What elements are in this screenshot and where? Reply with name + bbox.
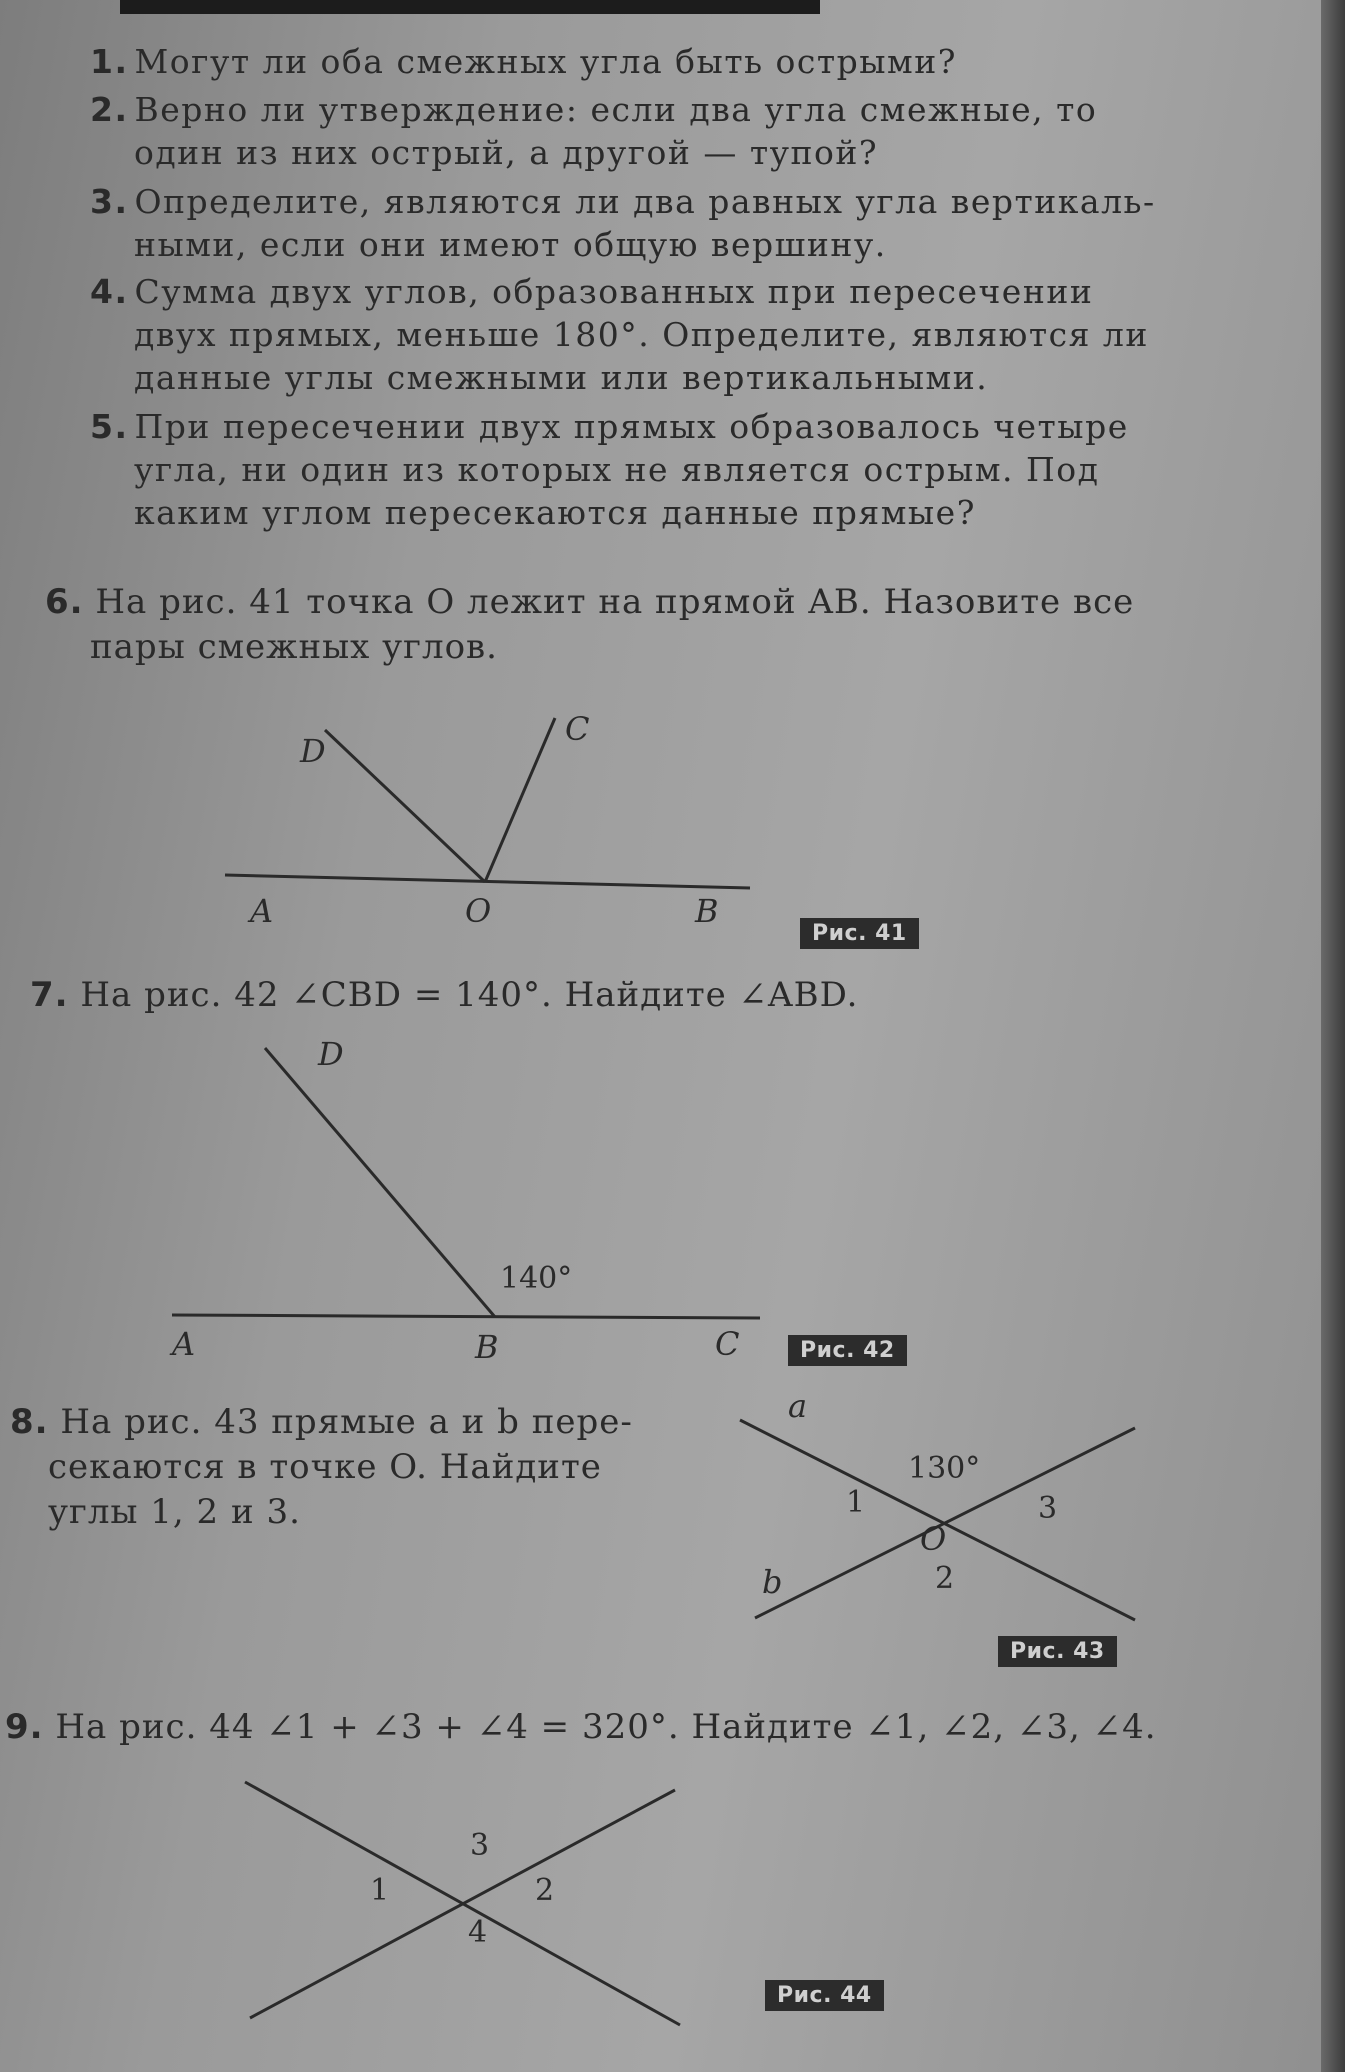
question-5 xyxy=(90,405,1129,534)
question-line: данные углы смежными или вертикальными. xyxy=(134,358,989,397)
question-line: Сумма двух углов, образованных при пересечении xyxy=(134,272,1094,311)
angle-2-label: 2 xyxy=(935,1561,955,1596)
angle-2-label: 2 xyxy=(535,1873,555,1908)
label-a: A xyxy=(172,1325,196,1363)
angle-value: 130° xyxy=(908,1451,981,1486)
label-a: A xyxy=(250,892,274,930)
question-2 xyxy=(90,88,1097,174)
question-line: угла, ни один из которых не является острым. Под xyxy=(134,450,1100,489)
caption-fig-42: Рис. 42 xyxy=(788,1335,907,1366)
label-d: D xyxy=(300,732,326,770)
task-line: На рис. 42 ∠CBD = 140°. Найдите ∠ABD. xyxy=(80,975,859,1015)
angle-3-label: 3 xyxy=(1038,1491,1058,1526)
label-c: C xyxy=(565,710,590,748)
question-line: двух прямых, меньше 180°. Определите, являются ли xyxy=(134,315,1149,354)
task-line: углы 1, 2 и 3. xyxy=(48,1492,301,1532)
task-line: пары смежных углов. xyxy=(90,627,498,667)
question-3 xyxy=(90,180,1156,266)
angle-4-label: 4 xyxy=(468,1915,488,1950)
angle-1-label: 1 xyxy=(370,1873,390,1908)
label-c: C xyxy=(715,1325,740,1363)
figure-42 xyxy=(160,1030,780,1370)
angle-3-label: 3 xyxy=(470,1828,490,1863)
label-o: O xyxy=(465,892,492,930)
question-line: При пересечении двух прямых образовалось четыре xyxy=(134,407,1129,446)
task-number: 7. xyxy=(30,975,69,1015)
task-line: На рис. 44 ∠1 + ∠3 + ∠4 = 320°. Найдите ∠1, ∠2, ∠3, ∠4. xyxy=(55,1707,1157,1747)
figure-43 xyxy=(730,1390,1150,1640)
label-line-a: a xyxy=(788,1390,808,1425)
line-ac xyxy=(172,1315,760,1318)
ray-oc xyxy=(485,718,555,882)
question-1 xyxy=(90,40,957,83)
question-number: 1. xyxy=(90,42,129,81)
task-line: секаются в точке O. Найдите xyxy=(48,1447,602,1487)
page-top-edge xyxy=(120,0,820,14)
task-6 xyxy=(45,580,1134,670)
angle-value: 140° xyxy=(500,1261,573,1296)
caption-fig-43: Рис. 43 xyxy=(998,1636,1117,1667)
question-line: каким углом пересекаются данные прямые? xyxy=(134,493,976,532)
label-d: D xyxy=(318,1035,344,1073)
label-b: B xyxy=(695,892,719,930)
task-7 xyxy=(30,973,858,1018)
label-line-b: b xyxy=(762,1563,783,1601)
question-line: ными, если они имеют общую вершину. xyxy=(134,225,887,264)
ray-bd xyxy=(265,1048,495,1317)
task-number: 6. xyxy=(45,582,84,622)
caption-fig-44: Рис. 44 xyxy=(765,1980,884,2011)
caption-fig-41: Рис. 41 xyxy=(800,918,919,949)
label-o: O xyxy=(920,1520,947,1558)
question-line: Определите, являются ли два равных угла вертикаль- xyxy=(134,182,1156,221)
question-line: Могут ли оба смежных угла быть острыми? xyxy=(134,42,957,81)
figure-41 xyxy=(200,700,760,940)
question-line: Верно ли утверждение: если два угла смежные, то xyxy=(134,90,1098,129)
question-line: один из них острый, а другой — тупой? xyxy=(134,133,879,172)
label-b: B xyxy=(475,1328,499,1366)
task-number: 9. xyxy=(5,1707,44,1747)
question-number: 5. xyxy=(90,407,129,446)
task-line: На рис. 43 прямые a и b пере- xyxy=(60,1402,633,1442)
question-number: 3. xyxy=(90,182,129,221)
line-2 xyxy=(250,1790,675,2018)
task-number: 8. xyxy=(10,1402,49,1442)
ray-od xyxy=(325,730,485,882)
figure-44 xyxy=(230,1770,700,2040)
question-number: 2. xyxy=(90,90,129,129)
task-line: На рис. 41 точка O лежит на прямой AB. Назовите все xyxy=(95,582,1135,622)
task-9 xyxy=(5,1705,1157,1750)
angle-1-label: 1 xyxy=(846,1485,866,1520)
task-8 xyxy=(10,1400,633,1535)
question-number: 4. xyxy=(90,272,129,311)
question-4 xyxy=(90,270,1149,399)
page-edge-shadow xyxy=(1321,0,1345,2072)
